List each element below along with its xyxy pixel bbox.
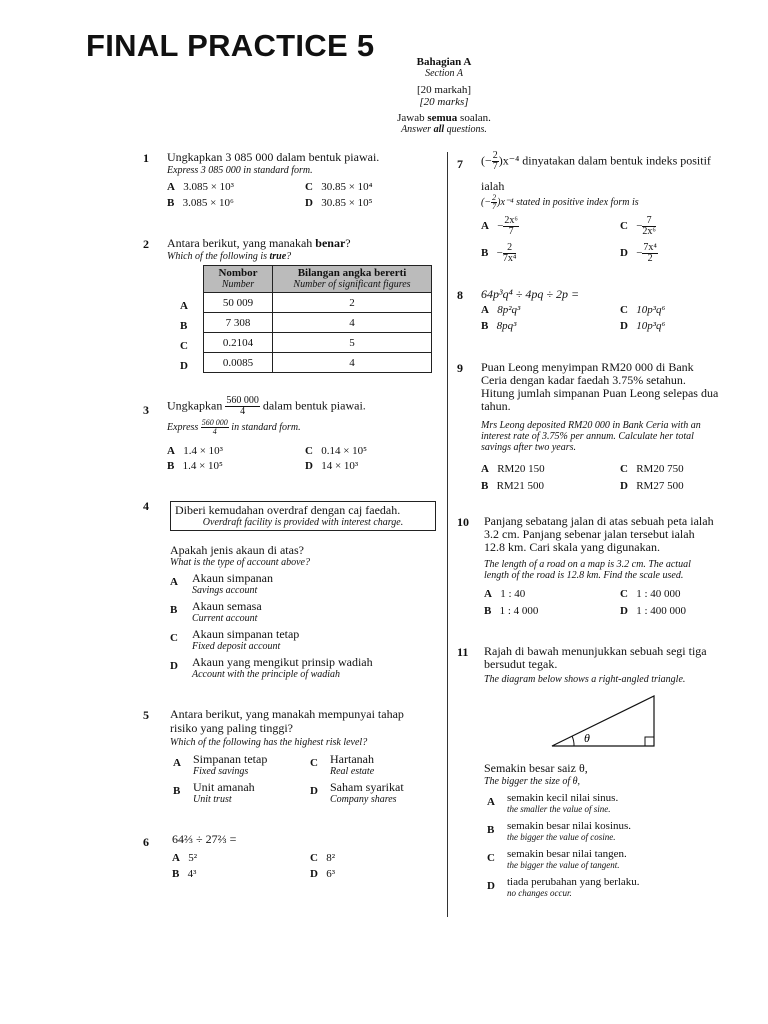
q11-option-d[interactable]: D tiada perubahan yang berlaku. no changes occur.	[487, 876, 640, 898]
q10-option-c[interactable]: C 1 : 40 000	[620, 588, 681, 600]
q6-number: 6	[143, 835, 149, 849]
q6-option-c[interactable]: C 8²	[310, 852, 336, 864]
q3-option-c[interactable]: C 0.14 × 10⁵	[305, 445, 367, 457]
q4-option-d[interactable]: D Akaun yang mengikut prinsip wadiah Account with the principle of wadiah	[170, 655, 373, 680]
section-title-ms: Bahagian A	[416, 56, 472, 68]
table-header-sig: Bilangan angka bererti Number of significant figures	[273, 266, 432, 293]
q9-option-d[interactable]: D RM27 500	[620, 480, 684, 492]
q2-option-d[interactable]: D	[180, 360, 188, 372]
q4-text-en: What is the type of account above?	[170, 557, 310, 568]
page-title: FINAL PRACTICE 5	[86, 28, 375, 63]
triangle-shape	[552, 696, 654, 746]
instruction-ms: Jawab semua soalan.	[397, 112, 491, 124]
q5-number: 5	[143, 708, 149, 722]
q9-option-b[interactable]: B RM21 500	[481, 480, 544, 492]
q10-option-d[interactable]: D 1 : 400 000	[620, 605, 687, 617]
q3-number: 3	[143, 403, 149, 417]
q1-option-b[interactable]: B 3.085 × 10⁶	[167, 197, 234, 209]
q4-option-c[interactable]: C Akaun simpanan tetap Fixed deposit account	[170, 627, 300, 652]
table-row: 50 009 2	[204, 293, 432, 313]
q7-option-a[interactable]: A − $\frac{\text{2x⁶}}{7}$	[481, 215, 518, 237]
q11-number: 11	[457, 645, 469, 659]
q1-option-d[interactable]: D 30.85 × 10⁵	[305, 197, 373, 209]
q3-option-d[interactable]: D 14 × 10³	[305, 460, 359, 472]
marks-ms: [20 markah]	[416, 84, 472, 96]
q11-stem-ms: Semakin besar saiz θ,	[484, 761, 588, 775]
q5-text-ms-1: Antara berikut, yang manakah mempunyai tahap	[170, 707, 404, 721]
q7-text-en: (− $\frac{2}{7}$ )x⁻⁴ stated in positive index form is	[481, 193, 639, 211]
angle-arc	[572, 736, 574, 746]
q5-option-b[interactable]: B Unit amanah Unit trust	[173, 780, 255, 805]
q5-text-en: Which of the following has the highest risk level?	[170, 737, 368, 748]
q10-option-b[interactable]: B 1 : 4 000	[484, 605, 539, 617]
q3-text-en: Express $\frac{560 000}{4}$ in standard form.	[167, 418, 301, 436]
q11-option-b[interactable]: B semakin besar nilai kosinus. the bigger the value of cosine.	[487, 820, 632, 842]
instruction-en: Answer all questions.	[401, 124, 487, 135]
q6-option-b[interactable]: B 4³	[172, 868, 197, 880]
table-header-number: Nombor Number	[204, 266, 273, 293]
q6-option-d[interactable]: D 6³	[310, 868, 336, 880]
q8-expression: 64p³q⁴ ÷ 4pq ÷ 2p =	[481, 287, 580, 301]
q8-option-a[interactable]: A 8p²q³	[481, 304, 521, 316]
marks-en: [20 marks]	[419, 96, 469, 108]
q5-option-a[interactable]: A Simpanan tetap Fixed savings	[173, 752, 268, 777]
q9-option-c[interactable]: C RM20 750	[620, 463, 684, 475]
q4-box-ms: Diberi kemudahan overdraf dengan caj faedah.	[175, 503, 401, 517]
section-title-en: Section A	[425, 68, 463, 79]
q8-number: 8	[457, 288, 463, 302]
q2-text-ms: Antara berikut, yang manakah benar?	[167, 236, 351, 250]
q10-option-a[interactable]: A 1 : 40	[484, 588, 526, 600]
q4-text-ms: Apakah jenis akaun di atas?	[170, 543, 304, 557]
q9-text-en: Mrs Leong deposited RM20 000 in Bank Ceria with an interest rate of 3.75% per annum. Calculate her total savings after two years.	[481, 420, 701, 453]
right-triangle-diagram	[548, 693, 660, 749]
table-row: 0.0085 4	[204, 353, 432, 373]
q7-option-b[interactable]: B − $\frac{2}{\text{7x⁴}}$	[481, 242, 517, 264]
table-row: 7 308 4	[204, 313, 432, 333]
q10-text-ms: Panjang sebatang jalan di atas sebuah peta ialah 3.2 cm. Panjang sebenar jalan tersebut ialah 12.8 km. Cari skala yang digunakan.	[484, 514, 714, 554]
q7-option-d[interactable]: D − $\frac{\text{7x⁴}}{2}$	[620, 242, 657, 264]
q7-text-ms-1: (− $\frac{2}{7}$ )x⁻⁴ dinyatakan dalam bentuk indeks positif	[481, 150, 711, 172]
q9-option-a[interactable]: A RM20 150	[481, 463, 545, 475]
angle-theta-label: θ	[584, 731, 590, 745]
q2-option-a[interactable]: A	[180, 300, 188, 312]
q8-option-d[interactable]: D 10p³q⁶	[620, 320, 666, 332]
q3-option-b[interactable]: B 1.4 × 10⁵	[167, 460, 223, 472]
q4-number: 4	[143, 499, 149, 513]
right-angle-marker	[645, 737, 654, 746]
q4-option-a[interactable]: A Akaun simpanan Savings account	[170, 571, 273, 596]
q11-stem-en: The bigger the size of θ,	[484, 776, 581, 787]
q4-option-b[interactable]: B Akaun semasa Current account	[170, 599, 262, 624]
q1-text-en: Express 3 085 000 in standard form.	[167, 165, 313, 176]
q9-number: 9	[457, 361, 463, 375]
q9-text-ms: Puan Leong menyimpan RM20 000 di Bank Ceria dengan kadar faedah 3.75% setahun. Hitung jumlah simpanan Puan Leong selepas dua tahun.	[481, 360, 719, 413]
q5-option-c[interactable]: C Hartanah Real estate	[310, 752, 375, 777]
q2-text-en: Which of the following is true?	[167, 251, 292, 262]
q3-option-a[interactable]: A 1.4 × 10³	[167, 445, 223, 457]
q1-text-ms: Ungkapkan 3 085 000 dalam bentuk piawai.	[167, 150, 380, 164]
q5-option-d[interactable]: D Saham syarikat Company shares	[310, 780, 404, 805]
q6-expression: 64⅔ ÷ 27⅔ =	[172, 832, 237, 846]
q3-text-ms: Ungkapkan $\frac{560 000}{4}$ dalam bentuk piawai.	[167, 395, 366, 417]
q2-option-c[interactable]: C	[180, 340, 188, 352]
q11-text-en: The diagram below shows a right-angled triangle.	[484, 674, 686, 685]
q4-box-en: Overdraft facility is provided with interest charge.	[202, 517, 404, 528]
q11-option-c[interactable]: C semakin besar nilai tangen. the bigger the value of tangent.	[487, 848, 627, 870]
overdraft-box	[170, 501, 436, 531]
q1-option-a[interactable]: A 3.085 × 10³	[167, 181, 234, 193]
q10-number: 10	[457, 515, 469, 529]
q2-number: 2	[143, 237, 149, 251]
significant-figures-table	[203, 265, 432, 373]
q1-number: 1	[143, 151, 149, 165]
column-divider	[447, 152, 448, 917]
q7-number: 7	[457, 157, 463, 171]
q10-text-en: The length of a road on a map is 3.2 cm. The actual length of the road is 12.8 km. Find the scale used.	[484, 559, 691, 581]
q8-option-b[interactable]: B 8pq³	[481, 320, 517, 332]
q7-text-ms-2: ialah	[481, 179, 505, 193]
q6-option-a[interactable]: A 5²	[172, 852, 198, 864]
q11-text-ms: Rajah di bawah menunjukkan sebuah segi tiga bersudut tegak.	[484, 644, 707, 671]
q5-text-ms-2: risiko yang paling tinggi?	[170, 721, 293, 735]
q7-option-c[interactable]: C − $\frac{7}{\text{2x⁶}}$	[620, 215, 656, 237]
table-row: 0.2104 5	[204, 333, 432, 353]
q1-option-c[interactable]: C 30.85 × 10⁴	[305, 181, 373, 193]
q11-option-a[interactable]: A semakin kecil nilai sinus. the smaller the value of sine.	[487, 792, 619, 814]
q2-option-b[interactable]: B	[180, 320, 188, 332]
q8-option-c[interactable]: C 10p³q⁶	[620, 304, 666, 316]
